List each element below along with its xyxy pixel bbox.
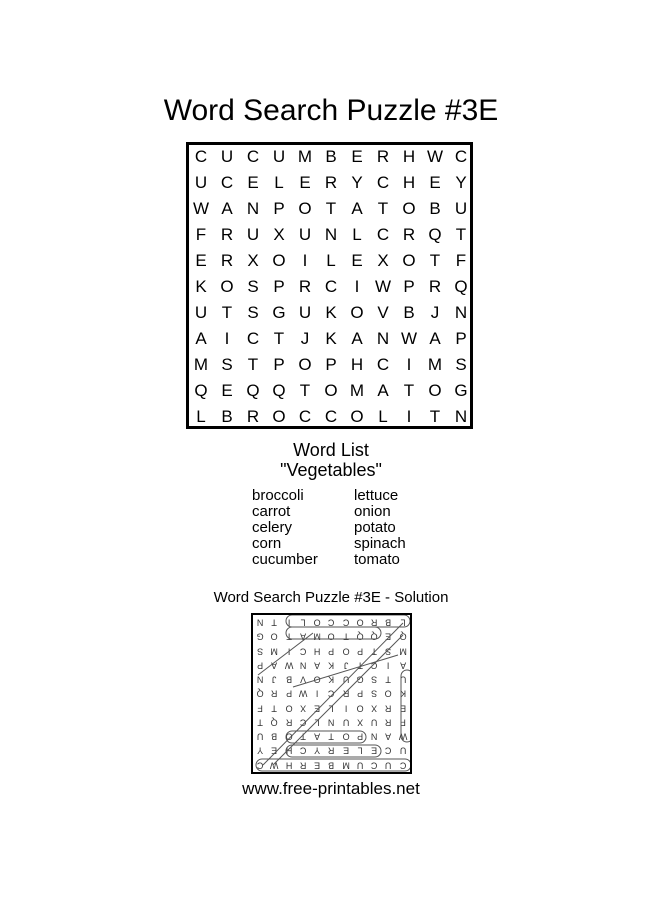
solution-letter: B: [328, 760, 335, 771]
solution-letter: F: [400, 717, 406, 728]
grid-letter: F: [195, 225, 207, 244]
grid-letter: I: [406, 355, 412, 374]
solution-letter: S: [371, 688, 378, 699]
solution-letter: A: [271, 660, 278, 671]
solution-letter: U: [342, 674, 350, 685]
solution-letter: X: [371, 702, 378, 713]
grid-letter: O: [428, 381, 442, 400]
grid-letter: E: [351, 251, 363, 270]
solution-letter: U: [256, 731, 264, 742]
grid-letter: B: [429, 199, 441, 218]
solution-letter: V: [299, 674, 306, 685]
solution-letter: N: [371, 731, 378, 742]
solution-letter: C: [299, 745, 307, 756]
word-list-item: spinach: [354, 535, 406, 552]
grid-letter: O: [272, 251, 286, 270]
solution-letter: E: [342, 745, 349, 756]
solution-letter: E: [314, 760, 321, 771]
grid-letter: Q: [194, 381, 208, 400]
solution-letter: N: [256, 617, 264, 628]
grid-letter: E: [195, 251, 207, 270]
grid-letter: Q: [454, 277, 468, 296]
grid-letter: Y: [455, 173, 467, 192]
grid-letter: H: [402, 173, 416, 192]
solution-letter: W: [398, 731, 408, 742]
grid-letter: P: [455, 329, 467, 348]
solution-letter: A: [314, 731, 321, 742]
grid-letter: O: [324, 381, 338, 400]
solution-letter: N: [256, 674, 264, 685]
solution-letter: R: [299, 760, 307, 771]
grid-letter: U: [194, 303, 208, 322]
solution-letter: Q: [399, 631, 407, 642]
solution-letter: S: [371, 674, 378, 685]
solution-title: Word Search Puzzle #3E - Solution: [213, 589, 449, 606]
solution-letter: S: [385, 645, 392, 656]
grid-letter: O: [298, 355, 312, 374]
solution-letter: P: [257, 660, 264, 671]
grid-letter: I: [224, 329, 230, 348]
solution-letter: U: [385, 760, 392, 771]
solution-letter: I: [287, 617, 290, 628]
highlight-broccoli: [286, 615, 410, 627]
solution-letter: F: [257, 702, 263, 713]
word-list-item: onion: [354, 503, 391, 520]
solution-letter: Q: [256, 688, 264, 699]
grid-letter: R: [324, 173, 338, 192]
grid-letter: R: [376, 147, 390, 166]
solution-letter: T: [285, 631, 292, 642]
solution-letter: O: [285, 731, 293, 742]
highlight-potato: [286, 731, 366, 743]
highlight-celery: [286, 745, 381, 757]
grid-letter: J: [430, 303, 440, 322]
grid-letter: E: [351, 147, 363, 166]
solution-letter: I: [287, 645, 290, 656]
solution-letter: T: [343, 631, 349, 642]
grid-letter: N: [454, 303, 468, 322]
grid-letter: A: [351, 329, 363, 348]
highlight-onion: [401, 670, 410, 742]
solution-letter: T: [328, 731, 335, 742]
solution-letter: A: [399, 660, 406, 671]
grid-letter: R: [298, 277, 312, 296]
grid-letter: O: [272, 407, 286, 426]
grid-letter: C: [220, 173, 234, 192]
solution-letter: I: [387, 660, 390, 671]
solution-letter: C: [328, 617, 335, 628]
grid-letter: O: [350, 407, 364, 426]
grid-letter: P: [273, 277, 285, 296]
solution-letter: H: [285, 760, 292, 771]
grid-letter: N: [324, 225, 338, 244]
solution-highlights: [253, 615, 410, 772]
word-list-item: lettuce: [354, 487, 399, 504]
solution-letter: R: [328, 745, 335, 756]
solution-letter: T: [271, 702, 278, 713]
solution-letter: G: [356, 674, 364, 685]
solution-letter: R: [342, 688, 350, 699]
solution-letter: U: [399, 674, 407, 685]
grid-letter: R: [220, 225, 234, 244]
grid-letter: N: [246, 199, 260, 218]
grid-letter: T: [273, 329, 285, 348]
solution-letter: Q: [356, 631, 364, 642]
highlight-tomato: [286, 627, 381, 639]
solution-letter: C: [342, 617, 350, 628]
grid-letter: N: [454, 407, 468, 426]
solution-letter: O: [313, 617, 321, 628]
solution-letter: P: [357, 688, 364, 699]
solution-letter: P: [285, 688, 292, 699]
grid-letter: A: [195, 329, 207, 348]
grid-letter: U: [272, 147, 286, 166]
grid-letter: O: [350, 303, 364, 322]
grid-letter: T: [403, 381, 415, 400]
grid-letter: K: [325, 329, 337, 348]
grid-letter: C: [376, 225, 390, 244]
solution-letter: B: [271, 731, 278, 742]
grid-letter: U: [298, 225, 312, 244]
grid-letter: L: [378, 407, 388, 426]
footer-url: www.free-printables.net: [242, 779, 420, 798]
solution-letter: M: [313, 631, 321, 642]
grid-letter: K: [325, 303, 337, 322]
grid-letter: T: [247, 355, 259, 374]
solution-letter: G: [256, 631, 264, 642]
grid-letter: C: [376, 355, 390, 374]
solution-letter: T: [357, 660, 363, 671]
word-list-item: corn: [252, 535, 282, 552]
grid-letter: T: [325, 199, 337, 218]
grid-letter: V: [377, 303, 389, 322]
solution-letter: O: [385, 688, 393, 699]
solution-letter: R: [271, 688, 278, 699]
grid-letter: U: [246, 225, 260, 244]
grid-letter: M: [193, 355, 209, 374]
solution-letter: R: [385, 702, 392, 713]
solution-letter: R: [285, 717, 292, 728]
solution-letter: H: [313, 645, 321, 656]
solution-letter: E: [385, 631, 392, 642]
grid-letter: A: [351, 199, 363, 218]
grid-letter: X: [273, 225, 285, 244]
grid-letter: C: [194, 147, 208, 166]
grid-letter: C: [298, 407, 312, 426]
word-list-item: tomato: [354, 551, 400, 568]
solution-letter: A: [385, 731, 392, 742]
word-list-item: carrot: [252, 503, 291, 520]
grid-letter: E: [429, 173, 441, 192]
grid-letter: T: [429, 407, 441, 426]
solution-letter: C: [299, 645, 307, 656]
grid-letter: L: [196, 407, 206, 426]
grid-letter: P: [273, 355, 285, 374]
grid-letter: Q: [428, 225, 442, 244]
grid-letter: A: [377, 381, 389, 400]
grid-letter: C: [324, 407, 338, 426]
grid-letter: T: [429, 251, 441, 270]
grid-letter: S: [221, 355, 233, 374]
grid-letter: M: [349, 381, 365, 400]
solution-letter: M: [342, 760, 350, 771]
solution-letter: C: [299, 717, 307, 728]
solution-letter: Q: [270, 717, 278, 728]
grid-letter: S: [247, 277, 259, 296]
grid-letter: U: [220, 147, 234, 166]
grid-letter: U: [298, 303, 312, 322]
solution-letter: E: [399, 702, 406, 713]
grid-letter: I: [302, 251, 308, 270]
word-list-item: potato: [354, 519, 396, 536]
word-list-subtitle: "Vegetables": [280, 460, 382, 480]
solution-letter: C: [385, 745, 392, 756]
grid-letter: B: [221, 407, 233, 426]
solution-letter: O: [270, 631, 278, 642]
grid-letter: U: [454, 199, 468, 218]
grid-letter: R: [428, 277, 442, 296]
grid-letter: H: [402, 147, 416, 166]
solution-letter: U: [342, 717, 350, 728]
grid-letter: G: [272, 303, 286, 322]
solution-letter: O: [342, 731, 350, 742]
solution-letter: T: [257, 717, 263, 728]
grid-letter: E: [247, 173, 259, 192]
grid-letter: T: [455, 225, 467, 244]
solution-letter: L: [357, 745, 363, 756]
word-list-item: celery: [252, 519, 293, 536]
solution-letter: W: [284, 660, 293, 671]
solution-letter: P: [328, 645, 335, 656]
solution-letter: R: [371, 617, 378, 628]
solution-letter: O: [285, 702, 293, 713]
puzzle-grid: [186, 142, 473, 429]
solution-letter: C: [256, 760, 264, 771]
grid-letter: T: [299, 381, 311, 400]
solution-letter: O: [356, 702, 364, 713]
solution-letter: U: [356, 760, 364, 771]
solution-letter: O: [356, 617, 364, 628]
highlight-cucumber: [256, 759, 410, 771]
grid-letter: P: [325, 355, 337, 374]
solution-letter: C: [371, 760, 378, 771]
grid-letter: C: [246, 147, 260, 166]
solution-letter: I: [315, 688, 319, 699]
solution-letter: K: [399, 688, 406, 699]
solution-letter: B: [385, 617, 392, 628]
grid-letter: L: [326, 251, 336, 270]
solution-letter: B: [285, 674, 292, 685]
grid-letter: R: [402, 225, 416, 244]
grid-letter: I: [354, 277, 360, 296]
grid-letter: N: [376, 329, 390, 348]
grid-letter: C: [376, 173, 390, 192]
solution-letter: C: [399, 760, 407, 771]
solution-grid: [251, 613, 412, 774]
solution-letter: L: [329, 702, 335, 713]
solution-letter: O: [313, 674, 321, 685]
grid-letter: W: [192, 199, 210, 218]
solution-letter: T: [300, 731, 306, 742]
grid-letter: O: [298, 199, 312, 218]
grid-letter: H: [350, 355, 364, 374]
grid-letter: O: [402, 199, 416, 218]
grid-letter: J: [300, 329, 310, 348]
solution-letter: I: [344, 702, 348, 713]
grid-letter: F: [455, 251, 467, 270]
solution-letter: Y: [257, 745, 264, 756]
grid-letter: M: [297, 147, 313, 166]
grid-letter: S: [247, 303, 259, 322]
solution-letter: T: [385, 674, 392, 685]
grid-letter: B: [325, 147, 337, 166]
puzzle-title: Word Search Puzzle #3E: [163, 94, 499, 127]
highlight-corn: [258, 633, 313, 675]
grid-letter: P: [273, 199, 285, 218]
solution-letter: W: [270, 760, 279, 771]
grid-letter: K: [195, 277, 207, 296]
solution-letter: S: [257, 645, 264, 656]
grid-letter: B: [403, 303, 415, 322]
word-list-title: Word List: [293, 440, 369, 460]
solution-letter: L: [400, 617, 406, 628]
solution-letter: E: [371, 745, 378, 756]
solution-letter: N: [299, 660, 307, 671]
solution-letter: L: [314, 717, 320, 728]
solution-letter: K: [328, 674, 335, 685]
grid-letter: S: [455, 355, 467, 374]
solution-letter: W: [298, 688, 308, 699]
solution-letter: H: [285, 745, 292, 756]
solution-letter: P: [357, 645, 364, 656]
grid-letter: W: [374, 277, 392, 296]
solution-letter: J: [272, 674, 277, 685]
grid-letter: C: [324, 277, 338, 296]
word-list-item: broccoli: [252, 487, 304, 504]
solution-letter: E: [314, 702, 321, 713]
solution-letter: N: [328, 717, 335, 728]
solution-letter: K: [328, 660, 335, 671]
grid-letter: I: [406, 407, 412, 426]
highlight-carrot: [293, 655, 398, 687]
highlight-spinach: [263, 623, 403, 765]
grid-letter: E: [299, 173, 311, 192]
grid-letter: Q: [272, 381, 286, 400]
grid-letter: U: [194, 173, 208, 192]
solution-letter: U: [399, 745, 407, 756]
grid-letter: P: [403, 277, 415, 296]
solution-letter: T: [371, 645, 378, 656]
solution-letter: A: [299, 631, 306, 642]
solution-letter: U: [371, 717, 378, 728]
grid-letter: C: [454, 147, 468, 166]
solution-letter: C: [328, 688, 335, 699]
grid-letter: M: [427, 355, 443, 374]
grid-letter: L: [352, 225, 362, 244]
grid-letter: G: [454, 381, 468, 400]
grid-letter: R: [220, 251, 234, 270]
solution-letter: M: [270, 645, 279, 656]
solution-letter: E: [271, 745, 278, 756]
grid-letter: O: [402, 251, 416, 270]
solution-letter: O: [342, 645, 350, 656]
grid-letter: R: [246, 407, 260, 426]
grid-letter: T: [377, 199, 389, 218]
grid-letter: E: [221, 381, 233, 400]
solution-letter: R: [385, 717, 392, 728]
solution-letter: J: [343, 660, 349, 671]
grid-letter: O: [220, 277, 234, 296]
solution-letter: L: [300, 617, 306, 628]
grid-letter: X: [247, 251, 259, 270]
grid-letter: L: [274, 173, 284, 192]
grid-letter: A: [429, 329, 441, 348]
solution-letter: Q: [370, 631, 378, 642]
grid-letter: Y: [351, 173, 363, 192]
solution-letter: C: [371, 660, 378, 671]
solution-letter: P: [357, 731, 364, 742]
solution-letter: T: [271, 617, 278, 628]
solution-letter: X: [299, 702, 306, 713]
word-list-item: cucumber: [252, 551, 318, 568]
solution-letter: A: [314, 660, 321, 671]
grid-letter: W: [426, 147, 444, 166]
solution-letter: O: [328, 631, 336, 642]
grid-letter: Q: [246, 381, 260, 400]
grid-letter: T: [221, 303, 233, 322]
solution-letter: Y: [314, 745, 321, 756]
grid-letter: C: [246, 329, 260, 348]
grid-letter: A: [221, 199, 233, 218]
solution-letter: M: [399, 645, 407, 656]
grid-letter: W: [400, 329, 418, 348]
grid-letter: X: [377, 251, 389, 270]
solution-letter: X: [357, 717, 364, 728]
